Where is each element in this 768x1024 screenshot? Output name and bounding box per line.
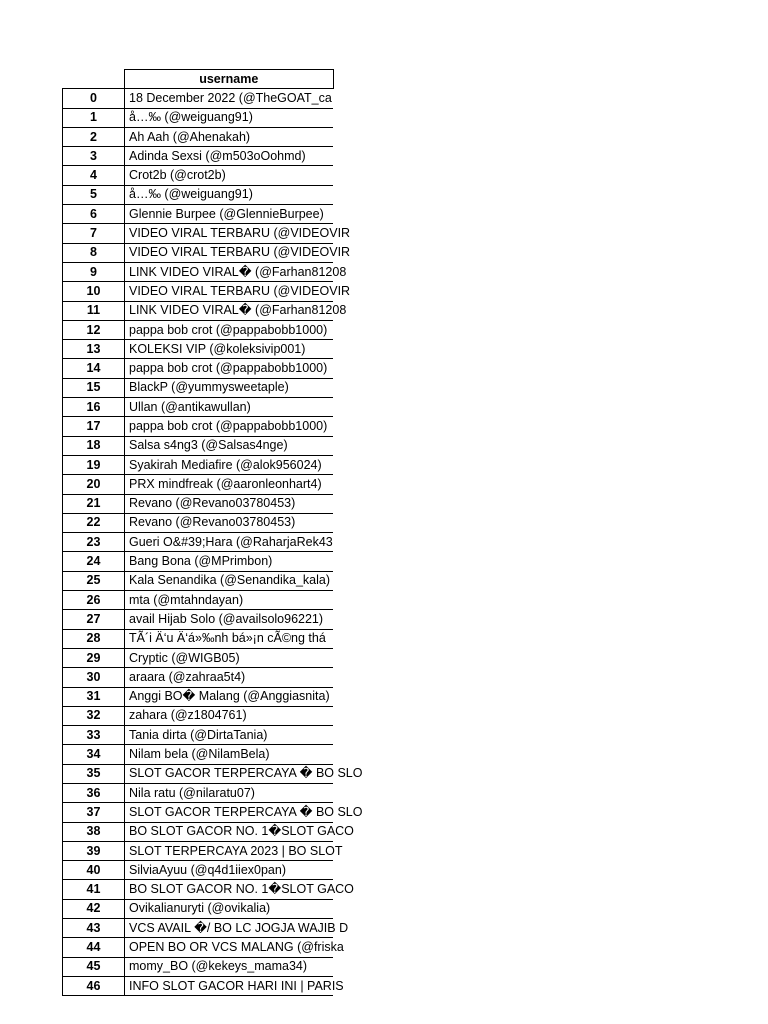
username-cell[interactable] <box>125 262 347 281</box>
row-index-cell: 30 <box>63 668 125 687</box>
row-index-cell: 34 <box>63 745 125 764</box>
username-text: BO SLOT GACOR NO. 1�SLOT GACO <box>129 824 354 839</box>
username-cell[interactable] <box>125 706 334 725</box>
row-index-cell: 37 <box>63 803 125 822</box>
row-index-cell: 33 <box>63 726 125 745</box>
username-cell[interactable] <box>125 841 343 860</box>
table-row <box>63 861 334 880</box>
row-index-cell: 16 <box>63 398 125 417</box>
row-index-cell: 18 <box>63 436 125 455</box>
table-row <box>63 455 334 474</box>
table-row <box>63 185 334 204</box>
username-cell[interactable] <box>125 301 347 320</box>
table-row <box>63 301 334 320</box>
username-cell[interactable] <box>125 243 351 262</box>
row-index-cell: 39 <box>63 841 125 860</box>
table-row <box>63 166 334 185</box>
table-row <box>63 224 334 243</box>
table-row <box>63 841 334 860</box>
username-text: Crot2b (@crot2b) <box>129 168 226 183</box>
username-text: pappa bob crot (@pappabobb1000) <box>129 418 328 433</box>
username-text: Nilam bela (@NilamBela) <box>129 747 270 762</box>
username-cell[interactable] <box>125 475 334 494</box>
username-cell[interactable] <box>125 359 334 378</box>
row-index-cell: 38 <box>63 822 125 841</box>
username-cell[interactable] <box>125 687 334 706</box>
table-row <box>63 880 334 899</box>
row-index-cell: 8 <box>63 243 125 262</box>
username-text: VIDEO VIRAL TERBARU (@VIDEOVIR <box>129 226 351 241</box>
row-index-cell: 6 <box>63 205 125 224</box>
username-cell[interactable] <box>125 89 334 108</box>
table-row <box>63 417 334 436</box>
username-cell[interactable] <box>125 398 334 417</box>
row-index-cell: 27 <box>63 610 125 629</box>
username-cell[interactable] <box>125 764 363 783</box>
username-cell[interactable] <box>125 861 334 880</box>
table-row <box>63 398 334 417</box>
row-index-cell: 20 <box>63 475 125 494</box>
username-cell[interactable] <box>125 976 344 995</box>
table-row <box>63 205 334 224</box>
table-row <box>63 147 334 166</box>
username-text: BlackP (@yummysweetaple) <box>129 380 289 395</box>
row-index-cell: 46 <box>63 976 125 995</box>
username-text: KOLEKSI VIP (@koleksivip001) <box>129 341 306 356</box>
username-cell[interactable] <box>125 282 351 301</box>
row-index-cell: 3 <box>63 147 125 166</box>
username-text: BO SLOT GACOR NO. 1�SLOT GACO <box>129 882 354 897</box>
username-cell[interactable] <box>125 205 334 224</box>
username-cell[interactable] <box>125 783 334 802</box>
username-table <box>62 69 363 996</box>
username-text: avail Hijab Solo (@availsolo96221) <box>129 611 324 626</box>
username-text: araara (@zahraa5t4) <box>129 669 246 684</box>
username-cell[interactable] <box>125 166 334 185</box>
row-index-cell: 4 <box>63 166 125 185</box>
header-row <box>63 70 334 89</box>
table-row <box>63 533 334 552</box>
username-text: Salsa s4ng3 (@Salsas4nge) <box>129 438 288 453</box>
table-row <box>63 282 334 301</box>
row-index-cell: 42 <box>63 899 125 918</box>
row-index-cell: 35 <box>63 764 125 783</box>
row-index-cell: 41 <box>63 880 125 899</box>
username-text: Nila ratu (@nilaratu07) <box>129 785 255 800</box>
username-cell[interactable] <box>125 185 334 204</box>
username-cell[interactable] <box>125 822 354 841</box>
row-index-cell: 25 <box>63 571 125 590</box>
spreadsheet <box>62 69 363 996</box>
username-text: Kala Senandika (@Senandika_kala) <box>129 573 331 588</box>
username-column-header: username <box>125 70 334 89</box>
username-text: INFO SLOT GACOR HARI INI | PARIS <box>129 978 344 993</box>
username-text: PRX mindfreak (@aaronleonhart4) <box>129 476 322 491</box>
username-text: Revano (@Revano03780453) <box>129 515 296 530</box>
username-cell[interactable] <box>125 803 363 822</box>
table-row <box>63 919 334 938</box>
table-row <box>63 340 334 359</box>
table-row <box>63 262 334 281</box>
username-cell[interactable] <box>125 880 354 899</box>
table-row <box>63 687 334 706</box>
username-text: Ullan (@antikawullan) <box>129 399 251 414</box>
username-text: Syakirah Mediafire (@alok956024) <box>129 457 322 472</box>
username-text: OPEN BO OR VCS MALANG (@friska <box>129 940 344 954</box>
username-cell[interactable] <box>125 571 334 590</box>
username-cell[interactable] <box>125 552 334 571</box>
table-row <box>63 108 334 127</box>
username-text: Gueri O&#39;Hara (@RaharjaRek43 <box>129 534 333 549</box>
username-text: Adinda Sexsi (@m503oOohmd) <box>129 148 306 163</box>
username-cell[interactable] <box>125 629 334 648</box>
row-index-cell: 36 <box>63 783 125 802</box>
table-row <box>63 436 334 455</box>
username-text: Ah Aah (@Ahenakah) <box>129 129 251 144</box>
row-index-cell: 7 <box>63 224 125 243</box>
row-index-cell: 0 <box>63 89 125 108</box>
row-index-cell: 11 <box>63 301 125 320</box>
username-text: VIDEO VIRAL TERBARU (@VIDEOVIR <box>129 245 351 260</box>
row-index-cell: 24 <box>63 552 125 571</box>
username-cell[interactable] <box>125 417 334 436</box>
row-index-cell: 13 <box>63 340 125 359</box>
username-cell[interactable] <box>125 591 334 610</box>
table-row <box>63 378 334 397</box>
table-row <box>63 706 334 725</box>
table-row <box>63 957 334 976</box>
username-text: momy_BO (@kekeys_mama34) <box>129 959 308 974</box>
username-cell[interactable] <box>125 533 334 552</box>
username-text: 18 December 2022 (@TheGOAT_ca <box>129 90 332 105</box>
index-header-cell <box>63 70 125 89</box>
username-cell[interactable] <box>125 108 334 127</box>
username-text: Cryptic (@WIGB05) <box>129 650 240 665</box>
username-text: SLOT TERPERCAYA 2023 | BO SLOT <box>129 843 343 858</box>
username-cell[interactable] <box>125 726 334 745</box>
table-row <box>63 571 334 590</box>
username-cell[interactable] <box>125 957 334 976</box>
row-index-cell: 22 <box>63 513 125 532</box>
table-row <box>63 783 334 802</box>
table-row <box>63 591 334 610</box>
row-index-cell: 23 <box>63 533 125 552</box>
row-index-cell: 15 <box>63 378 125 397</box>
row-index-cell: 5 <box>63 185 125 204</box>
row-index-cell: 10 <box>63 282 125 301</box>
table-row <box>63 320 334 339</box>
table-row <box>63 976 334 995</box>
row-index-cell: 43 <box>63 919 125 938</box>
username-cell[interactable] <box>125 147 334 166</box>
row-index-cell: 28 <box>63 629 125 648</box>
table-row <box>63 822 334 841</box>
username-text: TÃ´i Ä‘u Ä‘á»‰nh bá»¡n cÃ©ng thá <box>129 631 326 646</box>
username-text: VCS AVAIL �/ BO LC JOGJA WAJIB D <box>129 920 349 935</box>
table-row <box>63 938 334 957</box>
table-row <box>63 359 334 378</box>
table-row <box>63 899 334 918</box>
table-row <box>63 552 334 571</box>
username-text: SilviaAyuu (@q4d1iiex0pan) <box>129 862 286 877</box>
username-text: å…‰ (@weiguang91) <box>129 110 253 125</box>
row-index-cell: 29 <box>63 648 125 667</box>
username-cell[interactable] <box>125 938 344 957</box>
username-text: Anggi BO� Malang (@Anggiasnita) <box>129 689 330 704</box>
row-index-cell: 1 <box>63 108 125 127</box>
table-row <box>63 668 334 687</box>
table-row <box>63 803 334 822</box>
row-index-cell: 2 <box>63 127 125 146</box>
username-text: LINK VIDEO VIRAL� (@Farhan81208 <box>129 303 347 318</box>
row-index-cell: 26 <box>63 591 125 610</box>
username-cell[interactable] <box>125 127 334 146</box>
table-row <box>63 610 334 629</box>
username-text: LINK VIDEO VIRAL� (@Farhan81208 <box>129 264 347 279</box>
username-cell[interactable] <box>125 610 334 629</box>
row-index-cell: 44 <box>63 938 125 957</box>
table-body <box>63 89 363 996</box>
table-row <box>63 764 334 783</box>
username-text: zahara (@z1804761) <box>129 708 247 723</box>
row-index-cell: 40 <box>63 861 125 880</box>
row-index-cell: 17 <box>63 417 125 436</box>
row-index-cell: 45 <box>63 957 125 976</box>
row-index-cell: 19 <box>63 455 125 474</box>
username-cell[interactable] <box>125 668 334 687</box>
username-cell[interactable] <box>125 455 334 474</box>
row-index-cell: 32 <box>63 706 125 725</box>
table-row <box>63 475 334 494</box>
username-text: SLOT GACOR TERPERCAYA � BO SLO <box>129 804 363 819</box>
username-cell[interactable] <box>125 745 334 764</box>
table-row <box>63 629 334 648</box>
username-cell[interactable] <box>125 494 334 513</box>
username-text: Ovikalianuryti (@ovikalia) <box>129 901 271 916</box>
username-text: Glennie Burpee (@GlennieBurpee) <box>129 206 324 221</box>
table-row <box>63 648 334 667</box>
username-text: pappa bob crot (@pappabobb1000) <box>129 361 328 376</box>
username-cell[interactable] <box>125 648 334 667</box>
row-index-cell: 12 <box>63 320 125 339</box>
username-cell[interactable] <box>125 378 334 397</box>
username-cell[interactable] <box>125 436 334 455</box>
row-index-cell: 31 <box>63 687 125 706</box>
username-cell[interactable] <box>125 340 334 359</box>
table-row <box>63 745 334 764</box>
username-text: SLOT GACOR TERPERCAYA � BO SLO <box>129 766 363 781</box>
table-row <box>63 726 334 745</box>
username-text: VIDEO VIRAL TERBARU (@VIDEOVIR <box>129 283 351 298</box>
table-row <box>63 243 334 262</box>
table-row <box>63 127 334 146</box>
username-cell[interactable] <box>125 224 351 243</box>
username-text: Revano (@Revano03780453) <box>129 496 296 511</box>
username-text: pappa bob crot (@pappabobb1000) <box>129 322 328 337</box>
username-text: mta (@mtahndayan) <box>129 592 244 607</box>
table-row <box>63 513 334 532</box>
username-cell[interactable] <box>125 320 334 339</box>
username-cell[interactable] <box>125 899 334 918</box>
row-index-cell: 21 <box>63 494 125 513</box>
table-row <box>63 494 334 513</box>
username-cell[interactable] <box>125 919 349 938</box>
table-row <box>63 89 334 108</box>
username-text: å…‰ (@weiguang91) <box>129 187 253 202</box>
username-text: Bang Bona (@MPrimbon) <box>129 554 273 569</box>
username-text: Tania dirta (@DirtaTania) <box>129 727 268 742</box>
row-index-cell: 9 <box>63 262 125 281</box>
row-index-cell: 14 <box>63 359 125 378</box>
username-cell[interactable] <box>125 513 334 532</box>
